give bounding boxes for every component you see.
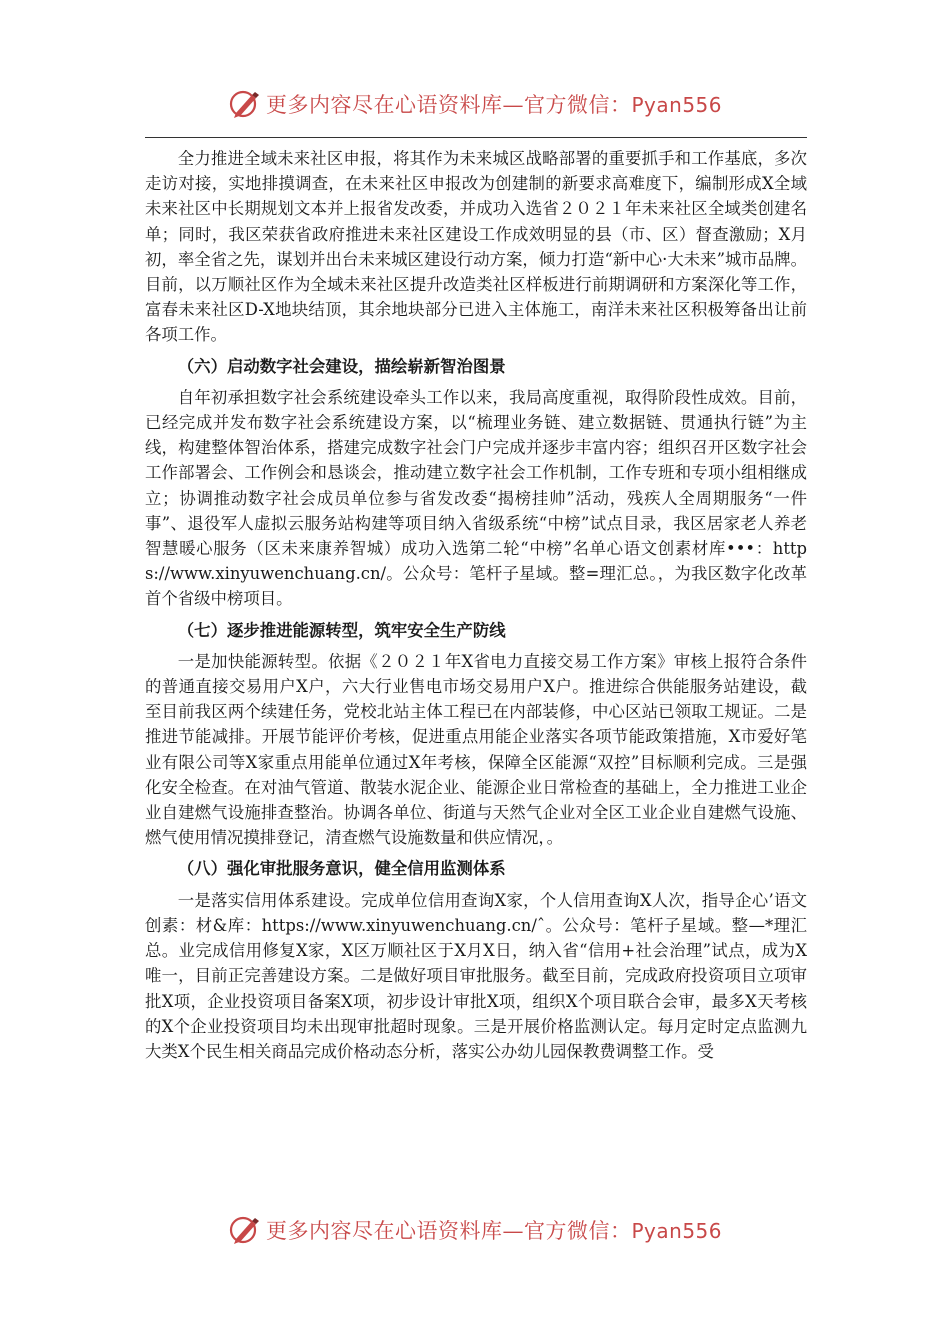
header-banner xyxy=(0,82,950,126)
section-heading-6: （六）启动数字社会建设，描绘崭新智治图景 xyxy=(177,356,506,376)
paragraph-energy-transition: 一是加快能源转型。依据《２０２１年X省电力直接交易工作方案》审核上报符合条件的普通直接交易用户X户，六大行业售电市场交易用户X户。推进综合供能服务站建设，截至目前我区两个续建任务，党校北站主体工程已在内部装修，中心区站已领取工规证。二是推进节能减排。开展节能评价考核，促进重点用能企业落实各项节能政策措施，X市爱好笔业有限公司等X家重点用能单位通过X年考核，保障全区能源“双控”目标顺利完成。三是强化安全检查。在对油气管道、散装水泥企业、能源企业日常检查的基础上，全力推进工业企业自建燃气设施排查整治。协调各单位、街道与天然气企业对全区工业企业自建燃气设施、燃气使用情况摸排登记，清查燃气设施数量和供应情况，。 xyxy=(145,651,807,848)
header-divider xyxy=(145,137,807,138)
banner-text: 更多内容尽在心语资料库—官方微信：Pyan556 xyxy=(265,1219,722,1243)
paragraph-digital-society: 自年初承担数字社会系统建设牵头工作以来，我局高度重视，取得阶段性成效。目前，已经完成并发布数字社会系统建设方案，以“梳理业务链、建立数据链、贯通执行链”为主线，构建整体智治体系，搭建完成数字社会门户完成并逐步丰富内容；组织召开区数字社会工作部署会、工作例会和恳谈会，推动建立数字社会工作机制，工作专班和专项小组相继成立；协调推动数字社会成员单位参与省发改委“揭榜挂帅”活动，残疾人全周期服务“一件事”、退役军人虚拟云服务站构建等项目纳入省级系统“中榜”试点目录，我区居家老人养老智慧暖心服务（区未来康养智城）成功入选第二轮“中榜”名单心语文创素材库•••：https://www.xinyuwenchuang.cn/。公众号：笔杆子星域。整=理汇总。，为我区数字化改革首个省级中榜项目。 xyxy=(145,387,807,609)
pen-logo-icon xyxy=(228,1213,262,1247)
paragraph-approval-credit: 一是落实信用体系建设。完成单位信用查询X家，个人信用查询X人次，指导企心’语文创素：材&库：https://www.xinyuwenchuang.cn/ˆ。公众号：笔杆子星域。整—*理汇总。业完成信用修复X家，X区万顺社区于X月X日，纳入省“信用+社会治理”试点，成为X唯一，目前正完善建设方案。二是做好项目审批服务。截至目前，完成政府投资项目立项审批X项，企业投资项目备案X项，初步设计审批X项，组织X个项目联合会审，最多X天考核的X个企业投资项目均未出现审批超时现象。三是开展价格监测认定。每月定时定点监测九大类X个民生相关商品完成价格动态分析，落实公办幼儿园保教费调整工作。受 xyxy=(145,890,807,1061)
document-body xyxy=(145,146,807,1064)
paragraph-future-community: 全力推进全域未来社区申报，将其作为未来城区战略部署的重要抓手和工作基底，多次走访对接，实地排摸调查，在未来社区申报改为创建制的新要求高难度下，编制形成X全域未来社区中长期规划文本并上报省发改委，并成功入选省２０２１年未来社区全域类创建名单；同时，我区荣获省政府推进未来社区建设工作成效明显的县（市、区）督查激励；X月初，率全省之先，谋划并出台未来城区建设行动方案，倾力打造“新中心·大未来”城市品牌。目前，以万顺社区作为全域未来社区提升改造类社区样板进行前期调研和方案深化等工作，富春未来社区D-X地块结顶，其余地块部分已进入主体施工，南洋未来社区积极筹备出让前各项工作。 xyxy=(145,149,807,345)
footer-banner xyxy=(0,1208,950,1252)
section-heading-7: （七）逐步推进能源转型，筑牢安全生产防线 xyxy=(177,620,506,640)
pen-logo-icon xyxy=(228,87,262,121)
section-heading-8: （八）强化审批服务意识，健全信用监测体系 xyxy=(177,859,506,879)
banner-text: 更多内容尽在心语资料库—官方微信：Pyan556 xyxy=(265,93,722,117)
